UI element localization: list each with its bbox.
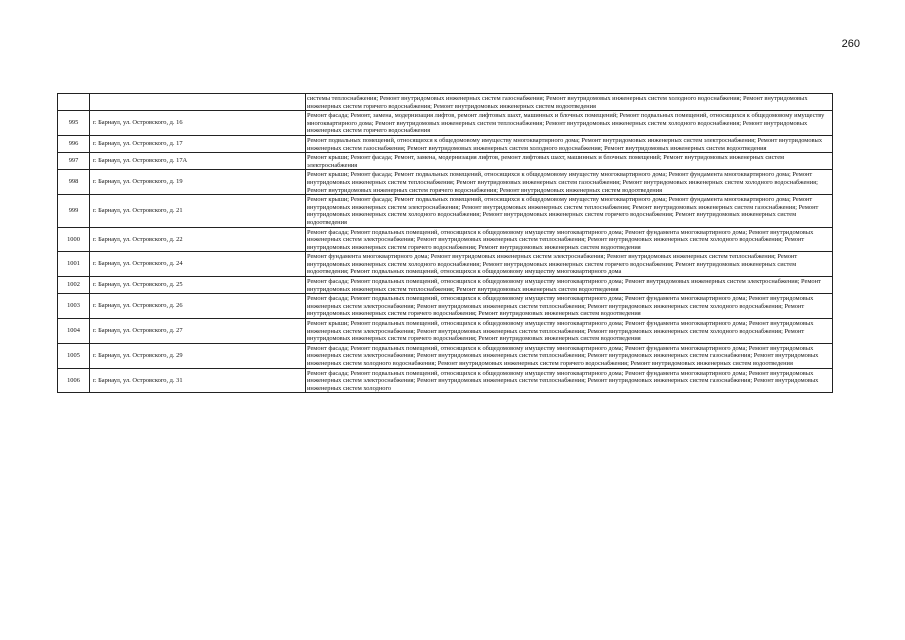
row-works: Ремонт фасада; Ремонт подвальных помещений, относящихся к общедомовому имуществу многоквартирного дома; Ремонт фундамента многоквартирного дома; Ремонт внутридомовых инженерных систем электроснабжения; Ремонт внутридомовых инженерных систем теплоснабжения; Ремонт внутридомовых инженерных систем газоснабжения; Ремонт внутридомовых инженерных систем холодного (306, 368, 833, 393)
row-works: Ремонт крыши; Ремонт фасада; Ремонт подвальных помещений, относящихся к общедомовому имуществу многоквартирного дома; Ремонт фундамента многоквартирного дома; Ремонт внутридомовых инженерных систем электроснабжения; Ремонт внутридомовых инженерных систем теплоснабжения; Ремонт внутридомовых инженерных систем газоснабжения; Ремонт внутридомовых инженерных систем холодного водоснабжения; Ремонт внутридомовых инженерных систем горячего водоснабжения; Ремонт внутридомовых инженерных систем водоотведения (306, 195, 833, 227)
row-number: 1001 (58, 252, 90, 277)
table-row (58, 368, 833, 393)
table-row (58, 227, 833, 252)
row-number: 997 (58, 153, 90, 170)
row-works: Ремонт фасада; Ремонт подвальных помещений, относящихся к общедомовому имуществу многоквартирного дома; Ремонт фундамента многоквартирного дома; Ремонт внутридомовых инженерных систем электроснабжения; Ремонт внутридомовых инженерных систем теплоснабжения; Ремонт внутридомовых инженерных систем холодного водоснабжения; Ремонт внутридомовых инженерных систем горячего водоснабжения; Ремонт внутридомовых инженерных систем водоотведения (306, 294, 833, 319)
row-number: 996 (58, 135, 90, 152)
row-address: г. Барнаул, ул. Островского, д. 29 (90, 343, 306, 368)
row-address: г. Барнаул, ул. Островского, д. 22 (90, 227, 306, 252)
row-works: Ремонт крыши; Ремонт фасада; Ремонт, замена, модернизация лифтов, ремонт лифтовых шахт, машинных и блочных помещений; Ремонт внутридомовых инженерных систем электроснабжения (306, 153, 833, 170)
row-address: г. Барнаул, ул. Островского, д. 24 (90, 252, 306, 277)
row-address (90, 94, 306, 111)
row-address: г. Барнаул, ул. Островского, д. 31 (90, 368, 306, 393)
row-address: г. Барнаул, ул. Островского, д. 16 (90, 111, 306, 136)
table-row (58, 170, 833, 195)
row-works: Ремонт крыши; Ремонт подвальных помещений, относящихся к общедомовому имуществу многоквартирного дома; Ремонт фундамента многоквартирного дома; Ремонт внутридомовых инженерных систем электроснабжения; Ремонт внутридомовых инженерных систем теплоснабжения; Ремонт внутридомовых инженерных систем холодного водоснабжения; Ремонт внутридомовых инженерных систем горячего водоснабжения; Ремонт внутридомовых инженерных систем водоотведения (306, 319, 833, 344)
table-row (58, 94, 833, 111)
row-address: г. Барнаул, ул. Островского, д. 21 (90, 195, 306, 227)
row-works: Ремонт фасада; Ремонт, замена, модернизация лифтов, ремонт лифтовых шахт, машинных и блочных помещений; Ремонт подвальных помещений, относящихся к общедомовому имуществу многоквартирного дома; Ремонт внутридомовых инженерных систем теплоснабжения; Ремонт внутридомовых инженерных систем холодного водоснабжения; Ремонт внутридомовых инженерных систем горячего водоснабжения (306, 111, 833, 136)
row-address: г. Барнаул, ул. Островского, д. 17 (90, 135, 306, 152)
row-number: 995 (58, 111, 90, 136)
table-row (58, 135, 833, 152)
table-row (58, 277, 833, 294)
row-number: 999 (58, 195, 90, 227)
table-row (58, 153, 833, 170)
row-works: Ремонт подвальных помещений, относящихся к общедомовому имуществу многоквартирного дома; Ремонт внутридомовых инженерных систем электроснабжения; Ремонт внутридомовых инженерных систем газоснабжения; Ремонт внутридомовых инженерных систем холодного водоснабжения; Ремонт внутридомовых инженерных систем водоотведения (306, 135, 833, 152)
row-works: Ремонт фасада; Ремонт подвальных помещений, относящихся к общедомовому имуществу многоквартирного дома; Ремонт фундамента многоквартирного дома; Ремонт внутридомовых инженерных систем электроснабжения; Ремонт внутридомовых инженерных систем теплоснабжения; Ремонт внутридомовых инженерных систем холодного водоснабжения; Ремонт внутридомовых инженерных систем горячего водоснабжения; Ремонт внутридомовых инженерных систем водоотведения (306, 227, 833, 252)
row-number: 1006 (58, 368, 90, 393)
row-address: г. Барнаул, ул. Островского, д. 19 (90, 170, 306, 195)
row-address: г. Барнаул, ул. Островского, д. 25 (90, 277, 306, 294)
page-number: 260 (841, 38, 860, 50)
row-number: 1005 (58, 343, 90, 368)
row-number: 998 (58, 170, 90, 195)
table-row (58, 343, 833, 368)
repair-table (57, 93, 833, 393)
row-number: 1002 (58, 277, 90, 294)
row-works: Ремонт фасада; Ремонт подвальных помещений, относящихся к общедомовому имуществу многоквартирного дома; Ремонт внутридомовых инженерных систем электроснабжения; Ремонт внутридомовых инженерных систем теплоснабжения; Ремонт внутридомовых инженерных систем водоотведения (306, 277, 833, 294)
row-works: Ремонт фасада; Ремонт подвальных помещений, относящихся к общедомовому имуществу многоквартирного дома; Ремонт фундамента многоквартирного дома; Ремонт внутридомовых инженерных систем электроснабжения; Ремонт внутридомовых инженерных систем теплоснабжения; Ремонт внутридомовых инженерных систем газоснабжения; Ремонт внутридомовых инженерных систем холодного водоснабжения; Ремонт внутридомовых инженерных систем горячего водоснабжения; Ремонт внутридомовых инженерных систем водоотведения (306, 343, 833, 368)
repair-table-wrapper (57, 93, 827, 393)
row-number: 1003 (58, 294, 90, 319)
row-address: г. Барнаул, ул. Островского, д. 27 (90, 319, 306, 344)
table-row (58, 195, 833, 227)
row-number (58, 94, 90, 111)
table-row (58, 111, 833, 136)
row-address: г. Барнаул, ул. Островского, д. 17А (90, 153, 306, 170)
row-works: Ремонт фундамента многоквартирного дома; Ремонт внутридомовых инженерных систем электроснабжения; Ремонт внутридомовых инженерных систем теплоснабжения; Ремонт внутридомовых инженерных систем холодного водоснабжения; Ремонт внутридомовых инженерных систем горячего водоснабжения; Ремонт внутридомовых инженерных систем водоотведения; Ремонт подвальных помещений, относящихся к общедомовому имуществу многоквартирного дома (306, 252, 833, 277)
row-number: 1000 (58, 227, 90, 252)
row-address: г. Барнаул, ул. Островского, д. 26 (90, 294, 306, 319)
table-row (58, 252, 833, 277)
table-row (58, 319, 833, 344)
table-row (58, 294, 833, 319)
row-number: 1004 (58, 319, 90, 344)
row-works: системы теплоснабжения; Ремонт внутридомовых инженерных систем газоснабжения; Ремонт внутридомовых инженерных систем холодного водоснабжения; Ремонт внутридомовых инженерных систем горячего водоснабжения; Ремонт внутридомовых инженерных систем водоотведения (306, 94, 833, 111)
row-works: Ремонт крыши; Ремонт фасада; Ремонт подвальных помещений, относящихся к общедомовому имуществу многоквартирного дома; Ремонт фундамента многоквартирного дома; Ремонт внутридомовых инженерных систем теплоснабжения; Ремонт внутридомовых инженерных систем газоснабжения; Ремонт внутридомовых инженерных систем холодного водоснабжения; Ремонт внутридомовых инженерных систем горячего водоснабжения; Ремонт внутридомовых инженерных систем водоотведения (306, 170, 833, 195)
